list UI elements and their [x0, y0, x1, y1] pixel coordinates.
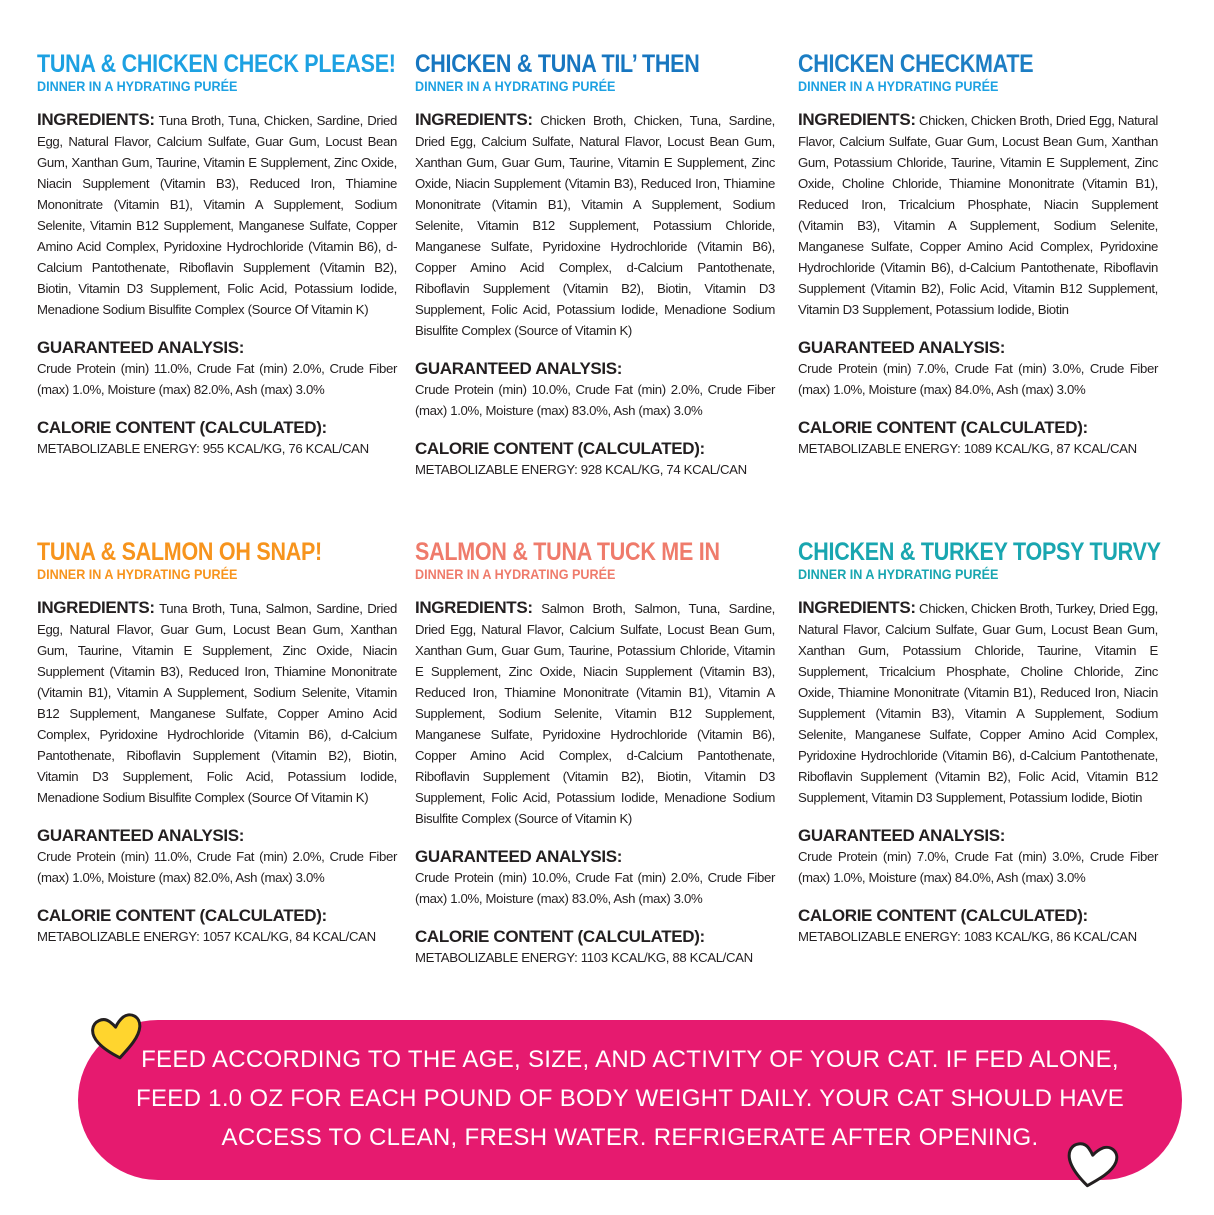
- analysis-text: Crude Protein (min) 11.0%, Crude Fat (min) 2.0%, Crude Fiber (max) 1.0%, Moisture (max) 82.0%, Ash (max) 3.0%: [37, 361, 397, 397]
- calorie-text: METABOLIZABLE ENERGY: 1103 KCAL/KG, 88 KCAL/CAN: [415, 950, 753, 965]
- product-subtitle: DINNER IN A HYDRATING PURÉE: [415, 566, 616, 582]
- analysis-text: Crude Protein (min) 7.0%, Crude Fat (min) 3.0%, Crude Fiber (max) 1.0%, Moisture (max) 84.0%, Ash (max) 3.0%: [798, 849, 1158, 885]
- feeding-instructions: [78, 1040, 1182, 1157]
- analysis-text: Crude Protein (min) 11.0%, Crude Fat (min) 2.0%, Crude Fiber (max) 1.0%, Moisture (max) 82.0%, Ash (max) 3.0%: [37, 849, 397, 885]
- calorie-text: METABOLIZABLE ENERGY: 1083 KCAL/KG, 86 KCAL/CAN: [798, 929, 1137, 944]
- calorie-label: CALORIE CONTENT (CALCULATED):: [798, 418, 1088, 437]
- analysis-block: [798, 338, 1158, 400]
- analysis-block: [37, 338, 397, 400]
- calorie-label: CALORIE CONTENT (CALCULATED):: [798, 906, 1088, 925]
- ingredients-block: [37, 598, 397, 808]
- product-card-1: [37, 50, 397, 477]
- feeding-line-1: FEED ACCORDING TO THE AGE, SIZE, AND ACTIVITY OF YOUR CAT. IF FED ALONE,: [141, 1046, 1119, 1073]
- feeding-line-3: ACCESS TO CLEAN, FRESH WATER. REFRIGERATE AFTER OPENING.: [221, 1124, 1039, 1151]
- product-title: TUNA & CHICKEN CHECK PLEASE!: [37, 50, 396, 78]
- calorie-label: CALORIE CONTENT (CALCULATED):: [37, 418, 327, 437]
- analysis-label: GUARANTEED ANALYSIS:: [415, 359, 623, 378]
- calorie-text: METABOLIZABLE ENERGY: 928 KCAL/KG, 74 KCAL/CAN: [415, 462, 747, 477]
- product-title: SALMON & TUNA TUCK ME IN: [415, 538, 720, 566]
- ingredients-text: Tuna Broth, Tuna, Salmon, Sardine, Dried Egg, Natural Flavor, Guar Gum, Locust Bean Gum, Xanthan Gum, Taurine, Vitamin E Supplement, Zinc Oxide, Niacin Supplement (Vitamin B3), Reduced Iron, Thiamine Mononitrate (Vitamin B1), Vitamin A Supplement, Sodium Selenite, Vitamin B12 Supplement, Manganese Sulfate, Copper Amino Acid Complex, Pyridoxine Hydrochloride (Vitamin B6), d-Calcium Pantothenate, Riboflavin Supplement (Vitamin B2), Biotin, Vitamin D3 Supplement, Folic Acid, Potassium Iodide, Menadione Sodium Bisulfite Complex (Source Of Vitamin K): [37, 601, 398, 805]
- calorie-block: [37, 418, 397, 459]
- calorie-block: [415, 439, 775, 480]
- ingredients-label: INGREDIENTS:: [415, 598, 533, 617]
- analysis-label: GUARANTEED ANALYSIS:: [798, 338, 1006, 357]
- product-title: CHICKEN CHECKMATE: [798, 50, 1034, 78]
- calorie-text: METABOLIZABLE ENERGY: 1089 KCAL/KG, 87 KCAL/CAN: [798, 441, 1137, 456]
- product-card-3: [798, 50, 1158, 477]
- analysis-label: GUARANTEED ANALYSIS:: [37, 338, 245, 357]
- product-subtitle: DINNER IN A HYDRATING PURÉE: [798, 78, 999, 94]
- ingredients-block: [37, 110, 397, 320]
- calorie-label: CALORIE CONTENT (CALCULATED):: [415, 439, 705, 458]
- analysis-block: [798, 826, 1158, 888]
- ingredients-block: [798, 110, 1158, 320]
- ingredients-label: INGREDIENTS:: [798, 110, 916, 129]
- product-subtitle: DINNER IN A HYDRATING PURÉE: [37, 566, 238, 582]
- calorie-text: METABOLIZABLE ENERGY: 955 KCAL/KG, 76 KCAL/CAN: [37, 441, 369, 456]
- analysis-label: GUARANTEED ANALYSIS:: [37, 826, 245, 845]
- ingredients-block: [798, 598, 1158, 808]
- calorie-label: CALORIE CONTENT (CALCULATED):: [37, 906, 327, 925]
- ingredients-label: INGREDIENTS:: [798, 598, 916, 617]
- ingredients-text: Salmon Broth, Salmon, Tuna, Sardine, Dried Egg, Natural Flavor, Calcium Sulfate, Locust Bean Gum, Xanthan Gum, Guar Gum, Taurine, Potassium Chloride, Vitamin E Supplement, Zinc Oxide, Niacin Supplement (Vitamin B3), Reduced Iron, Thiamine Mononitrate (Vitamin B1), Vitamin A Supplement, Sodium Selenite, Vitamin B12 Supplement, Manganese Sulfate, Pyridoxine Hydrochloride (Vitamin B6), Copper Amino Acid Complex, d-Calcium Pantothenate, Riboflavin Supplement (Vitamin B2), Biotin, Vitamin D3 Supplement, Folic Acid, Potassium Iodide, Menadione Sodium Bisulfite Complex (Source of Vitamin K): [415, 601, 775, 826]
- product-subtitle: DINNER IN A HYDRATING PURÉE: [37, 78, 238, 94]
- analysis-block: [415, 359, 775, 421]
- heart-icon: [1062, 1140, 1120, 1190]
- ingredients-label: INGREDIENTS:: [37, 598, 155, 617]
- calorie-block: [798, 906, 1158, 947]
- calorie-block: [37, 906, 397, 947]
- ingredients-label: INGREDIENTS:: [415, 110, 533, 129]
- ingredients-block: [415, 110, 775, 341]
- heart-icon: [88, 1012, 146, 1062]
- product-subtitle: DINNER IN A HYDRATING PURÉE: [798, 566, 999, 582]
- calorie-text: METABOLIZABLE ENERGY: 1057 KCAL/KG, 84 KCAL/CAN: [37, 929, 376, 944]
- analysis-text: Crude Protein (min) 10.0%, Crude Fat (min) 2.0%, Crude Fiber (max) 1.0%, Moisture (max) 83.0%, Ash (max) 3.0%: [415, 870, 775, 906]
- feeding-line-2: FEED 1.0 OZ FOR EACH POUND OF BODY WEIGHT DAILY. YOUR CAT SHOULD HAVE: [136, 1085, 1124, 1112]
- calorie-block: [415, 927, 775, 968]
- analysis-text: Crude Protein (min) 10.0%, Crude Fat (min) 2.0%, Crude Fiber (max) 1.0%, Moisture (max) 83.0%, Ash (max) 3.0%: [415, 382, 775, 418]
- analysis-block: [37, 826, 397, 888]
- ingredients-text: Chicken Broth, Chicken, Tuna, Sardine, Dried Egg, Calcium Sulfate, Natural Flavor, Locust Bean Gum, Xanthan Gum, Guar Gum, Taurine, Vitamin E Supplement, Zinc Oxide, Niacin Supplement (Vitamin B3), Reduced Iron, Thiamine Mononitrate (Vitamin B1), Vitamin A Supplement, Sodium Selenite, Vitamin B12 Supplement, Potassium Chloride, Manganese Sulfate, Pyridoxine Hydrochloride (Vitamin B6), Copper Amino Acid Complex, d-Calcium Pantothenate, Riboflavin Supplement (Vitamin B2), Biotin, Vitamin D3 Supplement, Folic Acid, Potassium Iodide, Menadione Sodium Bisulfite Complex (Source of Vitamin K): [415, 113, 775, 338]
- product-card-5: [415, 538, 775, 986]
- ingredients-text: Chicken, Chicken Broth, Dried Egg, Natural Flavor, Calcium Sulfate, Guar Gum, Locust Bean Gum, Xanthan Gum, Potassium Chloride, Taurine, Vitamin E Supplement, Zinc Oxide, Choline Chloride, Thiamine Mononitrate (Vitamin B1), Reduced Iron, Tricalcium Phosphate, Niacin Supplement (Vitamin B3), Vitamin A Supplement, Sodium Selenite, Manganese Sulfate, Copper Amino Acid Complex, Pyridoxine Hydrochloride (Vitamin B6), d-Calcium Pantothenate, Riboflavin Supplement (Vitamin B2), Folic Acid, Vitamin B12 Supplement, Vitamin D3 Supplement, Potassium Iodide, Biotin: [798, 113, 1158, 317]
- product-card-6: [798, 538, 1161, 965]
- analysis-label: GUARANTEED ANALYSIS:: [415, 847, 623, 866]
- product-title: CHICKEN & TURKEY TOPSY TURVY: [798, 538, 1161, 566]
- ingredients-block: [415, 598, 775, 829]
- analysis-text: Crude Protein (min) 7.0%, Crude Fat (min) 3.0%, Crude Fiber (max) 1.0%, Moisture (max) 84.0%, Ash (max) 3.0%: [798, 361, 1158, 397]
- ingredients-label: INGREDIENTS:: [37, 110, 155, 129]
- product-card-2: [415, 50, 775, 498]
- ingredients-text: Tuna Broth, Tuna, Chicken, Sardine, Dried Egg, Natural Flavor, Calcium Sulfate, Guar Gum, Locust Bean Gum, Xanthan Gum, Taurine, Vitamin E Supplement, Zinc Oxide, Niacin Supplement (Vitamin B3), Reduced Iron, Thiamine Mononitrate (Vitamin B1), Vitamin A Supplement, Sodium Selenite, Vitamin B12 Supplement, Manganese Sulfate, Copper Amino Acid Complex, Pyridoxine Hydrochloride (Vitamin B6), d-Calcium Pantothenate, Riboflavin Supplement (Vitamin B2), Biotin, Vitamin D3 Supplement, Folic Acid, Potassium Iodide, Menadione Sodium Bisulfite Complex (Source Of Vitamin K): [37, 113, 397, 317]
- product-card-4: [37, 538, 397, 965]
- product-title: TUNA & SALMON OH SNAP!: [37, 538, 322, 566]
- product-subtitle: DINNER IN A HYDRATING PURÉE: [415, 78, 616, 94]
- analysis-block: [415, 847, 775, 909]
- product-title: CHICKEN & TUNA TIL’ THEN: [415, 50, 700, 78]
- analysis-label: GUARANTEED ANALYSIS:: [798, 826, 1006, 845]
- ingredients-text: Chicken, Chicken Broth, Turkey, Dried Egg, Natural Flavor, Calcium Sulfate, Guar Gum, Locust Bean Gum, Xanthan Gum, Potassium Chloride, Taurine, Vitamin E Supplement, Tricalcium Phosphate, Choline Chloride, Zinc Oxide, Thiamine Mononitrate (Vitamin B1), Reduced Iron, Niacin Supplement (Vitamin B3), Vitamin A Supplement, Sodium Selenite, Manganese Sulfate, Copper Amino Acid Complex, Pyridoxine Hydrochloride (Vitamin B6), d-Calcium Pantothenate, Riboflavin Supplement (Vitamin B2), Folic Acid, Vitamin B12 Supplement, Vitamin D3 Supplement, Potassium Iodide, Biotin: [798, 601, 1158, 805]
- calorie-label: CALORIE CONTENT (CALCULATED):: [415, 927, 705, 946]
- calorie-block: [798, 418, 1158, 459]
